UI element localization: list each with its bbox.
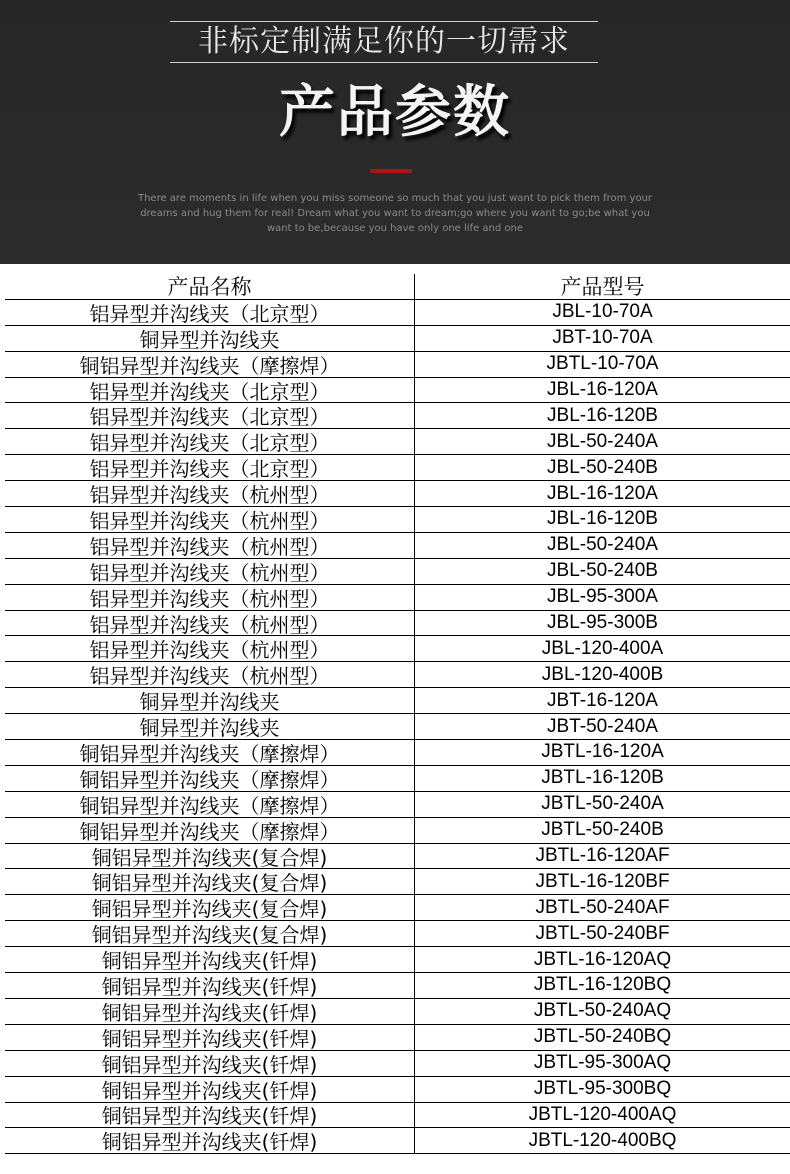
product-model-cell: JBTL-16-120AQ bbox=[533, 948, 672, 970]
page-title: 产品参数 bbox=[279, 80, 511, 145]
table-row bbox=[5, 869, 790, 895]
description-line: want to be,because you have only one life and one bbox=[266, 223, 524, 234]
table-row bbox=[5, 1128, 790, 1154]
product-model-cell: JBTL-95-300BQ bbox=[533, 1078, 672, 1100]
product-model-cell: JBTL-16-120AF bbox=[535, 845, 670, 867]
product-name-cell: 铜铝异型并沟线夹(钎焊) bbox=[5, 1077, 415, 1102]
product-name-cell: 铜铝异型并沟线夹（摩擦焊） bbox=[5, 766, 415, 791]
product-name-cell: 铝异型并沟线夹（杭州型） bbox=[5, 636, 415, 661]
product-model-cell: JBTL-10-70A bbox=[546, 353, 659, 375]
product-model-cell: JBL-50-240B bbox=[547, 560, 658, 582]
product-model-cell: JBL-50-240A bbox=[547, 430, 658, 452]
product-model-cell: JBL-95-300A bbox=[547, 586, 658, 608]
table-row bbox=[5, 844, 790, 870]
table-row bbox=[5, 973, 790, 999]
product-model-cell: JBL-95-300B bbox=[547, 612, 658, 634]
table-row bbox=[5, 714, 790, 740]
table-row bbox=[5, 533, 790, 559]
product-name-cell: 铝异型并沟线夹（北京型） bbox=[5, 429, 415, 454]
table-row bbox=[5, 300, 790, 326]
table-row bbox=[5, 662, 790, 688]
product-name-cell: 铜铝异型并沟线夹（摩擦焊） bbox=[5, 818, 415, 843]
table-row bbox=[5, 481, 790, 507]
table-row bbox=[5, 455, 790, 481]
product-model-cell: JBTL-16-120B bbox=[541, 767, 664, 789]
product-name-cell: 铝异型并沟线夹（北京型） bbox=[5, 300, 415, 325]
product-name-cell: 铜铝异型并沟线夹（摩擦焊） bbox=[5, 740, 415, 765]
header-product-model: 产品型号 bbox=[560, 276, 645, 299]
table-row bbox=[5, 766, 790, 792]
product-name-cell: 铜铝异型并沟线夹(复合焊) bbox=[5, 921, 415, 946]
product-model-cell: JBTL-95-300AQ bbox=[533, 1052, 672, 1074]
header-banner bbox=[0, 0, 790, 264]
product-name-cell: 铜异型并沟线夹 bbox=[5, 714, 415, 739]
product-model-cell: JBL-16-120A bbox=[547, 482, 658, 504]
table-row bbox=[5, 1103, 790, 1129]
banner-description bbox=[130, 191, 660, 236]
product-model-cell: JBTL-50-240BF bbox=[535, 922, 670, 944]
product-name-cell: 铜异型并沟线夹 bbox=[5, 688, 415, 713]
tagline: 非标定制满足你的一切需求 bbox=[170, 21, 598, 63]
table-row bbox=[5, 585, 790, 611]
product-name-cell: 铜铝异型并沟线夹(钎焊) bbox=[5, 947, 415, 972]
table-row bbox=[5, 326, 790, 352]
table-row bbox=[5, 403, 790, 429]
product-name-cell: 铜铝异型并沟线夹(钎焊) bbox=[5, 973, 415, 998]
product-name-cell: 铜铝异型并沟线夹（摩擦焊） bbox=[5, 792, 415, 817]
product-name-cell: 铝异型并沟线夹（北京型） bbox=[5, 403, 415, 428]
product-model-cell: JBL-50-240B bbox=[547, 456, 658, 478]
table-row bbox=[5, 921, 790, 947]
product-model-cell: JBTL-50-240AF bbox=[535, 896, 670, 918]
product-name-cell: 铝异型并沟线夹（杭州型） bbox=[5, 507, 415, 532]
product-model-cell: JBL-16-120A bbox=[547, 379, 658, 400]
description-line: There are moments in life when you miss someone so much that you just want to pick them from your bbox=[137, 193, 653, 204]
table-row bbox=[5, 740, 790, 766]
product-model-cell: JBT-16-120A bbox=[547, 689, 658, 711]
table-row bbox=[5, 507, 790, 533]
product-model-cell: JBL-120-400A bbox=[541, 637, 664, 659]
table-row bbox=[5, 895, 790, 921]
table-row bbox=[5, 688, 790, 714]
table-row bbox=[5, 636, 790, 662]
table-row bbox=[5, 818, 790, 844]
product-model-cell: JBL-50-240A bbox=[547, 534, 658, 556]
product-name-cell: 铝异型并沟线夹（杭州型） bbox=[5, 662, 415, 687]
product-model-cell: JBTL-50-240B bbox=[541, 819, 664, 841]
product-name-cell: 铝异型并沟线夹（杭州型） bbox=[5, 559, 415, 584]
product-model-cell: JBL-16-120B bbox=[547, 404, 658, 426]
product-model-cell: JBTL-120-400BQ bbox=[528, 1129, 677, 1151]
product-model-cell: JBT-50-240A bbox=[547, 715, 658, 737]
product-name-cell: 铜铝异型并沟线夹（摩擦焊） bbox=[5, 352, 415, 377]
table-row bbox=[5, 947, 790, 973]
description-line: dreams and hug them for real! Dream what you want to dream;go where you want to go;be what you bbox=[140, 208, 650, 219]
product-name-cell: 铜铝异型并沟线夹(复合焊) bbox=[5, 844, 415, 869]
product-name-cell: 铝异型并沟线夹（杭州型） bbox=[5, 533, 415, 558]
product-name-cell: 铝异型并沟线夹（杭州型） bbox=[5, 585, 415, 610]
table-row bbox=[5, 378, 790, 404]
table-row bbox=[5, 1051, 790, 1077]
product-name-cell: 铜铝异型并沟线夹(复合焊) bbox=[5, 869, 415, 894]
table-body bbox=[5, 300, 790, 1154]
product-parameter-table bbox=[5, 274, 790, 1154]
product-model-cell: JBTL-16-120BF bbox=[535, 870, 670, 892]
product-model-cell: JBL-120-400B bbox=[541, 663, 664, 685]
product-name-cell: 铜铝异型并沟线夹(复合焊) bbox=[5, 895, 415, 920]
table-row bbox=[5, 611, 790, 637]
table-row bbox=[5, 1025, 790, 1051]
product-name-cell: 铝异型并沟线夹（北京型） bbox=[5, 455, 415, 480]
product-name-cell: 铝异型并沟线夹（北京型） bbox=[5, 378, 415, 403]
product-model-cell: JBL-10-70A bbox=[552, 301, 653, 323]
title-underline bbox=[370, 169, 412, 173]
product-name-cell: 铜异型并沟线夹 bbox=[5, 326, 415, 351]
product-name-cell: 铝异型并沟线夹（杭州型） bbox=[5, 611, 415, 636]
product-name-cell: 铜铝异型并沟线夹(钎焊) bbox=[5, 1128, 415, 1153]
product-model-cell: JBTL-50-240A bbox=[541, 793, 664, 815]
table-row bbox=[5, 559, 790, 585]
table-header-row bbox=[5, 274, 790, 300]
header-product-name: 产品名称 bbox=[5, 274, 415, 299]
product-name-cell: 铝异型并沟线夹（杭州型） bbox=[5, 481, 415, 506]
product-name-cell: 铜铝异型并沟线夹(钎焊) bbox=[5, 1051, 415, 1076]
product-model-cell: JBTL-120-400AQ bbox=[528, 1103, 677, 1125]
product-model-cell: JBTL-16-120BQ bbox=[533, 974, 672, 996]
product-model-cell: JBL-16-120B bbox=[547, 508, 658, 530]
product-name-cell: 铜铝异型并沟线夹(钎焊) bbox=[5, 1025, 415, 1050]
product-model-cell: JBTL-50-240BQ bbox=[533, 1026, 672, 1048]
product-model-cell: JBT-10-70A bbox=[552, 327, 653, 349]
product-model-cell: JBTL-16-120A bbox=[541, 741, 664, 763]
product-name-cell: 铜铝异型并沟线夹(钎焊) bbox=[5, 1103, 415, 1128]
table-row bbox=[5, 792, 790, 818]
product-name-cell: 铜铝异型并沟线夹(钎焊) bbox=[5, 999, 415, 1024]
table-row bbox=[5, 429, 790, 455]
table-row bbox=[5, 1077, 790, 1103]
product-model-cell: JBTL-50-240AQ bbox=[533, 1000, 672, 1022]
table-row bbox=[5, 352, 790, 378]
table-row bbox=[5, 999, 790, 1025]
